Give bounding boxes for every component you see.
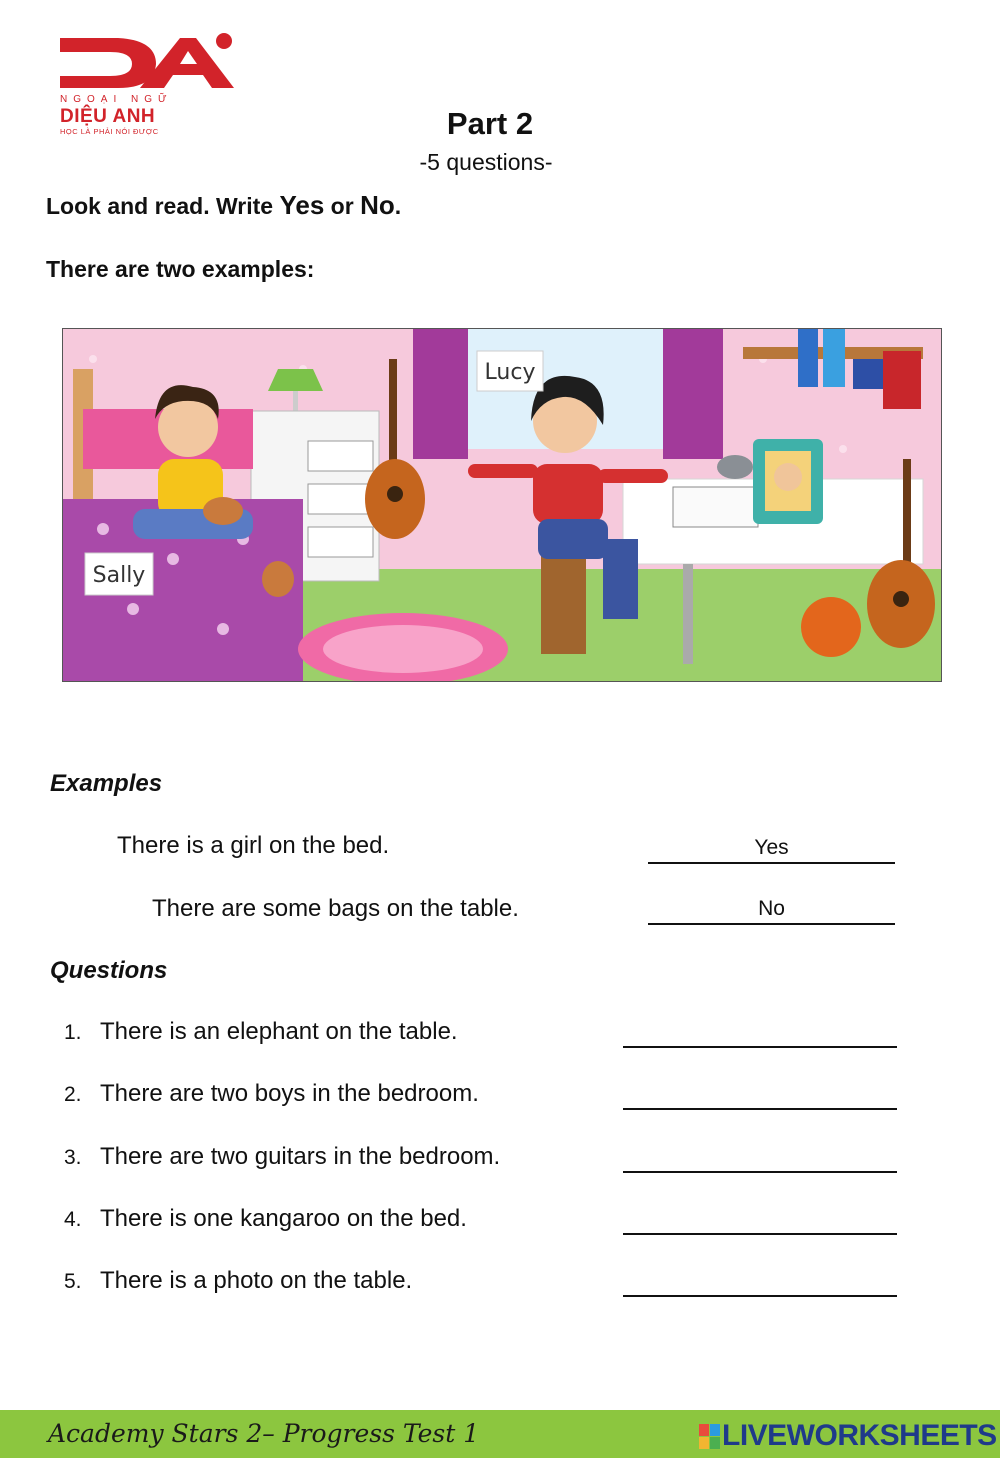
question-5-number: 5. [64, 1270, 82, 1293]
instruction-yes: Yes [279, 190, 325, 220]
logo-tagline: HỌC LÀ PHẢI NÓI ĐƯỢC [60, 127, 159, 136]
example-2-answer-line [648, 895, 895, 925]
examples-heading: Examples [50, 770, 163, 797]
instruction-prefix: Look and read. Write [46, 193, 280, 219]
question-4-text: There is one kangaroo on the bed. [100, 1205, 467, 1232]
bedroom-illustration [62, 328, 942, 682]
instruction-suffix: . [394, 193, 402, 219]
question-4-number: 4. [64, 1208, 82, 1231]
examples-intro: There are two examples: [46, 256, 315, 282]
question-5-answer-input[interactable] [623, 1267, 897, 1297]
logo-mark-icon [58, 32, 238, 94]
question-2-answer-input[interactable] [623, 1080, 897, 1110]
example-1-text: There is a girl on the bed. [117, 832, 390, 859]
question-5-text: There is a photo on the table. [100, 1267, 413, 1294]
page-subtitle: -5 questions- [419, 149, 553, 175]
question-2-number: 2. [64, 1083, 82, 1106]
questions-heading: Questions [50, 957, 168, 984]
page-title: Part 2 [446, 106, 534, 141]
example-2-answer: No [758, 897, 785, 920]
bedroom-scene [63, 329, 942, 682]
question-4-answer-input[interactable] [623, 1205, 897, 1235]
liveworksheets-brand[interactable]: LIVEWORKSHEETS [722, 1419, 997, 1452]
example-1-answer: Yes [754, 836, 789, 859]
question-3-answer-input[interactable] [623, 1143, 897, 1173]
instruction [46, 190, 401, 221]
question-1-number: 1. [64, 1021, 82, 1044]
example-1-answer-line [648, 834, 895, 864]
sally-label: Sally [92, 563, 146, 588]
logo-line-2: DIỆU ANH [60, 106, 156, 127]
lucy-label: Lucy [484, 360, 536, 385]
question-3-text: There are two guitars in the bedroom. [100, 1143, 501, 1170]
question-3-number: 3. [64, 1146, 82, 1169]
question-1-answer-input[interactable] [623, 1018, 897, 1048]
instruction-middle: or [324, 193, 361, 219]
footer-course-title: Academy Stars 2– Progress Test 1 [48, 1419, 480, 1448]
instruction-no: No [360, 190, 395, 220]
question-1-text: There is an elephant on the table. [100, 1018, 458, 1045]
example-2-text: There are some bags on the table. [152, 895, 519, 922]
question-2-text: There are two boys in the bedroom. [100, 1080, 479, 1107]
logo-line-1: NGOẠI NGỮ [60, 94, 173, 105]
liveworksheets-logo-icon [699, 1424, 721, 1450]
